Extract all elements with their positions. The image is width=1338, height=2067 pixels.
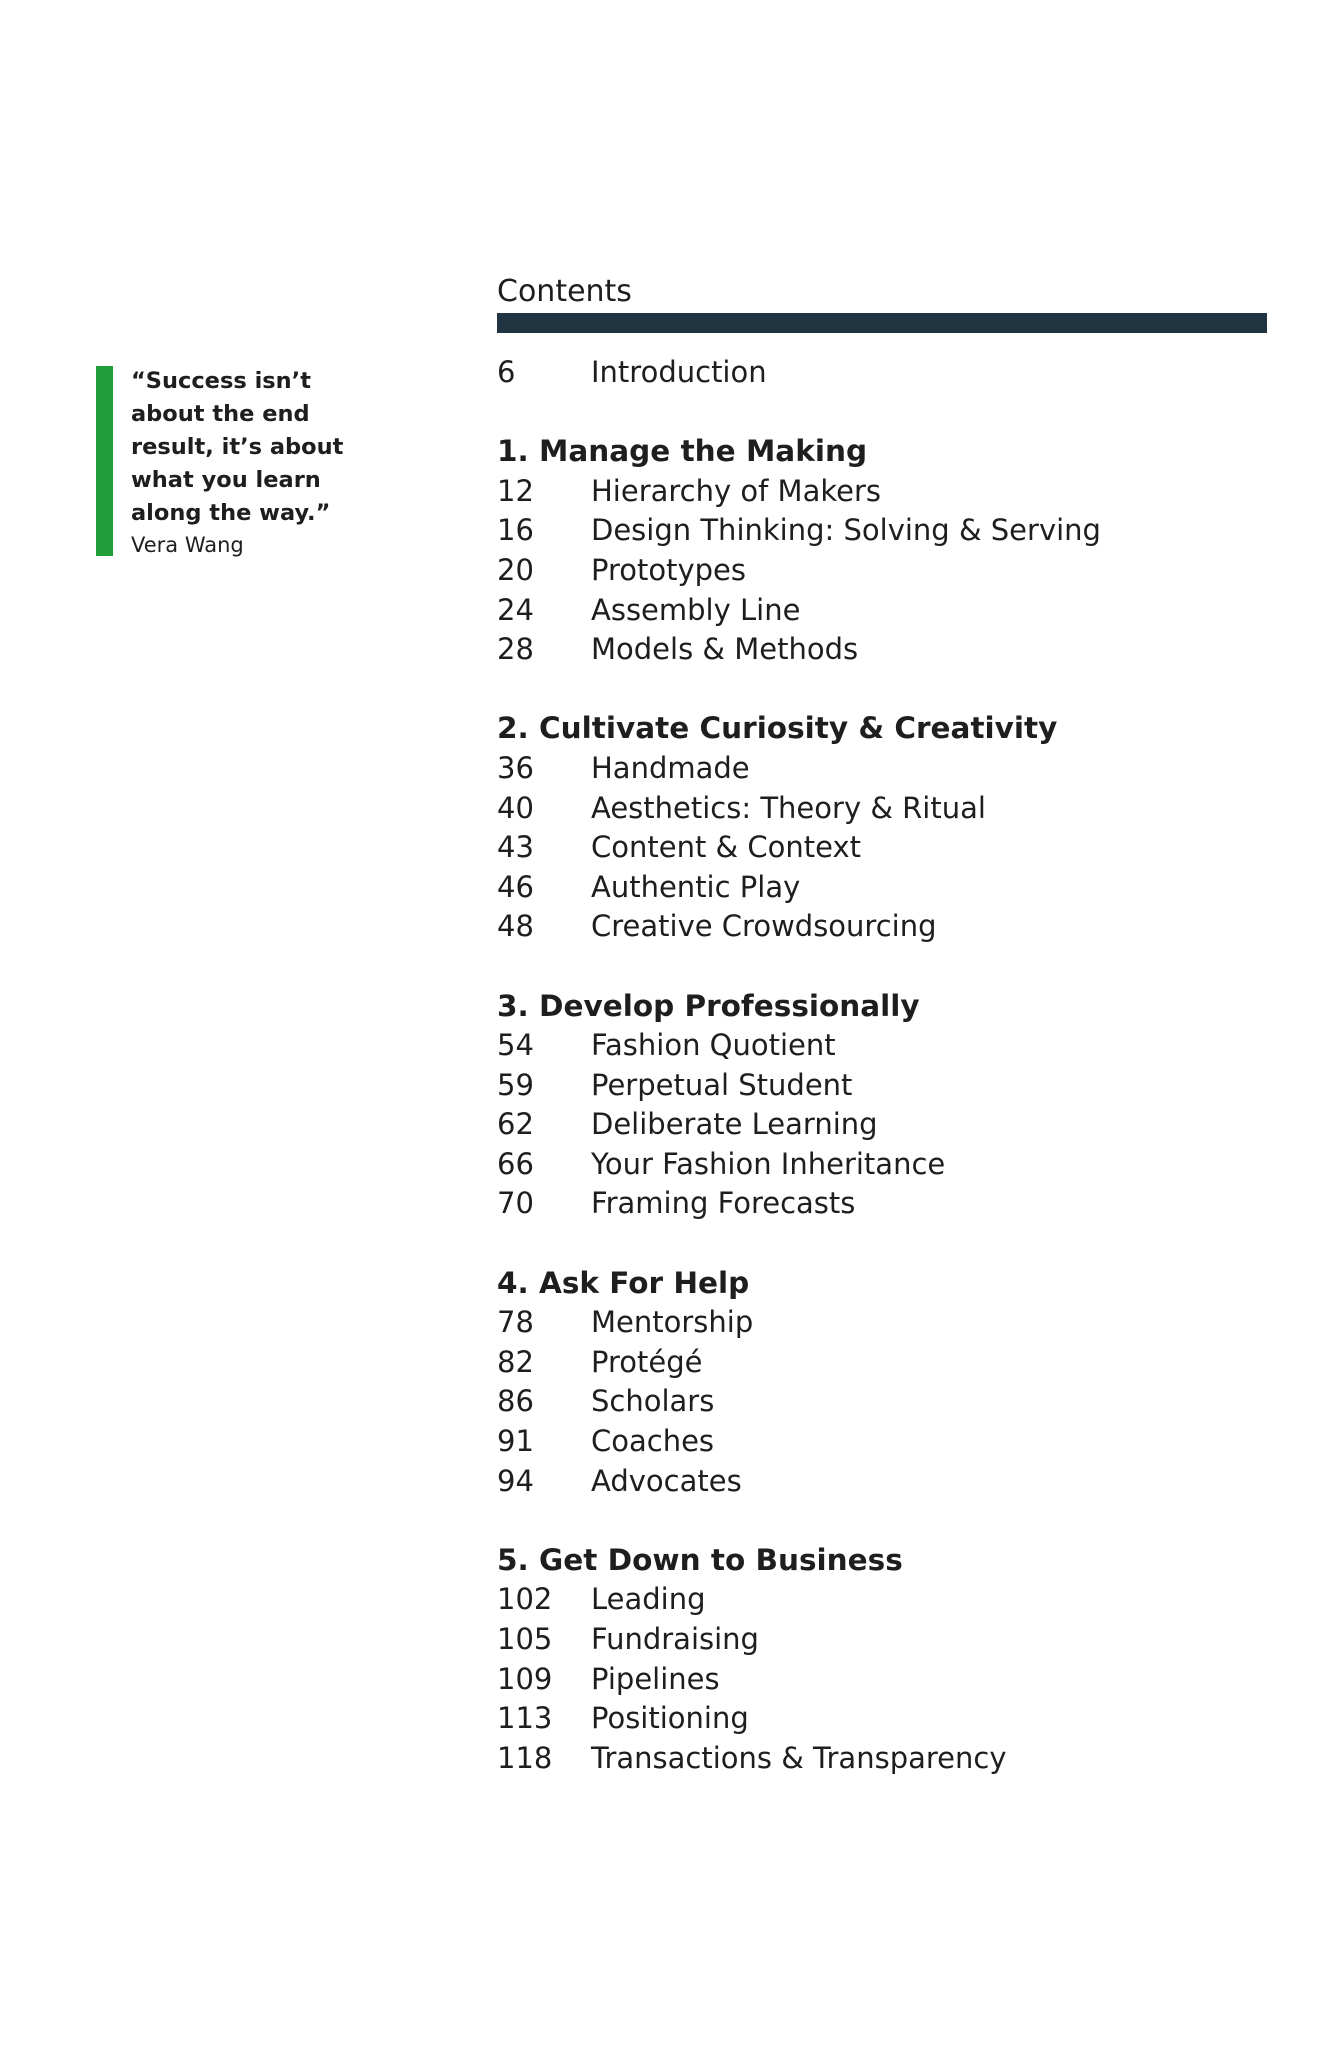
quote-line: what you learn [131,467,321,493]
toc-page-number: 36 [497,750,534,785]
toc-entry-label: Protégé [591,1344,703,1379]
quote-author: Vera Wang [131,533,244,557]
toc-page-number: 86 [497,1384,534,1419]
toc-entry-label: Authentic Play [591,869,801,904]
toc-entry-label: Your Fashion Inheritance [591,1146,946,1181]
toc-page-number: 109 [497,1661,553,1696]
table-of-contents [497,353,1297,1778]
toc-page-number: 70 [497,1186,534,1221]
toc-page-number: 16 [497,513,534,548]
toc-entry-label: Models & Methods [591,632,859,667]
toc-entry[interactable] [497,1580,1297,1620]
toc-section [497,709,1297,947]
toc-page-number: 105 [497,1622,553,1656]
toc-entry[interactable] [497,630,1297,670]
toc-entry-label: Pipelines [591,1661,720,1696]
quote-line: about the end [131,401,310,427]
toc-entry[interactable] [497,1066,1297,1106]
toc-entry[interactable] [497,1303,1297,1343]
toc-entry[interactable] [497,1620,1297,1660]
toc-page-number: 66 [497,1146,534,1181]
toc-page-number: 113 [497,1701,553,1736]
toc-entry[interactable] [497,1105,1297,1145]
toc-page-number: 59 [497,1067,534,1102]
toc-section-title[interactable]: 2. Cultivate Curiosity & Creativity [497,711,1058,746]
toc-page-number: 54 [497,1028,534,1063]
toc-page-number: 43 [497,830,534,865]
toc-entry[interactable] [497,1462,1297,1502]
quote-line: “Success isn’t [131,368,311,394]
toc-entry-label: Fashion Quotient [591,1028,836,1063]
toc-entry[interactable] [497,1145,1297,1185]
toc-entry[interactable] [497,1343,1297,1383]
toc-section-title[interactable]: 1. Manage the Making [497,434,868,469]
toc-entry-label: Perpetual Student [591,1067,853,1102]
toc-entry-label: Aesthetics: Theory & Ritual [591,790,986,825]
contents-title: Contents [497,274,632,309]
toc-entry-label: Coaches [591,1424,715,1459]
toc-page-number: 78 [497,1305,534,1340]
toc-entry-label: Mentorship [591,1305,754,1340]
toc-page-number: 82 [497,1344,534,1379]
toc-entry-label: Introduction [591,355,767,389]
toc-section-title[interactable]: 3. Develop Professionally [497,988,920,1023]
toc-entry-label: Scholars [591,1384,715,1419]
toc-entry[interactable] [497,1382,1297,1422]
toc-section-title[interactable]: 4. Ask For Help [497,1265,750,1300]
quote-line: along the way.” [131,500,331,526]
toc-entry-label: Transactions & Transparency [591,1740,1007,1775]
toc-page-number: 102 [497,1582,553,1617]
toc-entry-introduction[interactable] [497,353,1297,393]
toc-page-number: 12 [497,473,534,508]
toc-entry[interactable] [497,828,1297,868]
toc-entry[interactable] [497,1699,1297,1739]
toc-entry[interactable] [497,1026,1297,1066]
toc-entry[interactable] [497,1660,1297,1700]
toc-entry-label: Advocates [591,1463,742,1498]
contents-rule [497,313,1267,333]
toc-section [497,987,1297,1225]
toc-page-number: 28 [497,632,534,667]
toc-entry-label: Fundraising [591,1622,759,1656]
toc-page-number: 20 [497,552,534,587]
toc-section [497,1264,1297,1502]
toc-entry-label: Hierarchy of Makers [591,473,881,508]
toc-section [497,1541,1297,1779]
toc-page-number: 91 [497,1424,534,1459]
toc-page-number: 62 [497,1107,534,1142]
toc-page-number: 94 [497,1463,534,1498]
toc-entry[interactable] [497,591,1297,631]
quote-text [131,365,371,530]
toc-page-number: 48 [497,909,534,944]
toc-page-number: 24 [497,592,534,627]
toc-entry[interactable] [497,511,1297,551]
toc-entry[interactable] [497,789,1297,829]
toc-entry[interactable] [497,551,1297,591]
toc-section [497,432,1297,670]
toc-entry[interactable] [497,1422,1297,1462]
toc-entry-label: Creative Crowdsourcing [591,909,937,944]
toc-entry-label: Leading [591,1582,706,1617]
toc-entry[interactable] [497,1184,1297,1224]
quote-accent-bar [96,366,113,556]
toc-page-number: 46 [497,869,534,904]
toc-entry[interactable] [497,472,1297,512]
quote-line: result, it’s about [131,434,344,460]
toc-page-number: 6 [497,355,516,389]
toc-entry[interactable] [497,749,1297,789]
toc-entry-label: Content & Context [591,830,861,865]
toc-entry-label: Assembly Line [591,592,801,627]
toc-entry[interactable] [497,907,1297,947]
toc-entry[interactable] [497,868,1297,908]
pull-quote [96,366,396,560]
toc-section-title[interactable]: 5. Get Down to Business [497,1542,903,1577]
toc-entry-label: Design Thinking: Solving & Serving [591,513,1101,548]
toc-entry-label: Deliberate Learning [591,1107,878,1142]
toc-entry[interactable] [497,1739,1297,1779]
toc-entry-label: Prototypes [591,552,747,587]
toc-page-number: 118 [497,1740,553,1775]
toc-entry-label: Positioning [591,1701,749,1736]
toc-page-number: 40 [497,790,534,825]
toc-entry-label: Handmade [591,750,750,785]
toc-entry-label: Framing Forecasts [591,1186,856,1221]
